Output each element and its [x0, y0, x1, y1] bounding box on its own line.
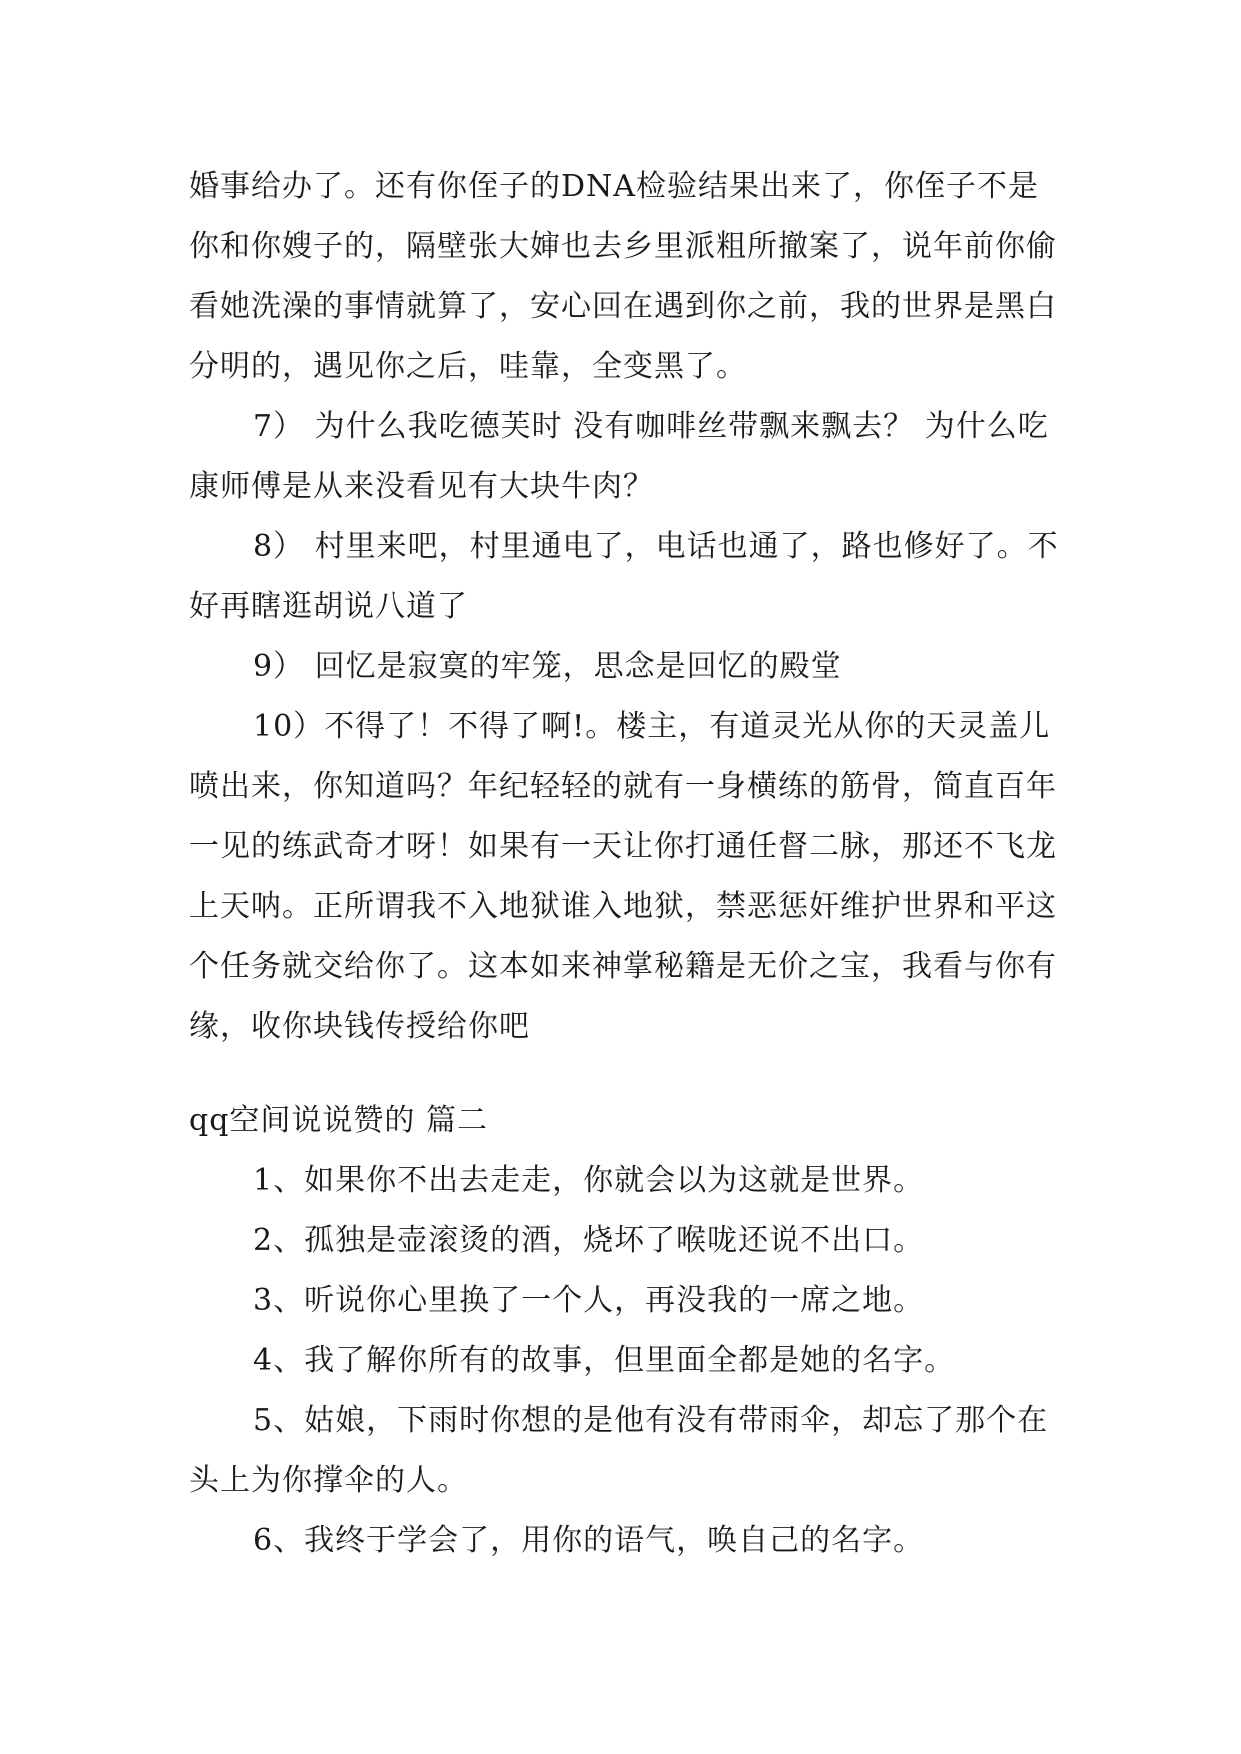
list-item: 4、我了解你所有的故事，但里面全都是她的名字。: [253, 1343, 956, 1378]
list-item: 1、如果你不出去走走，你就会以为这就是世界。: [253, 1163, 925, 1198]
paragraph: 婚事给办了。还有你侄子的DNA检验结果出来了，你侄子不是你和你嫂子的，隔壁张大婶也去乡里派粗所撤案了，说年前你偷看她洗澡的事情就算了，安心回在遇到你之前，我的世界是黑白分明的，遇见你之后，哇靠，全变黑了。: [189, 169, 1057, 384]
list-item: 2、孤独是壶滚烫的酒，烧坏了喉咙还说不出口。: [253, 1223, 925, 1258]
section-heading: qq空间说说赞的 篇二: [189, 1103, 488, 1138]
text-block-part-two: [189, 1151, 1069, 1571]
list-item: 3、听说你心里换了一个人，再没我的一席之地。: [253, 1283, 925, 1318]
paragraph: 9） 回忆是寂寞的牢笼，思念是回忆的殿堂: [253, 649, 842, 684]
list-item: 5、姑娘，下雨时你想的是他有没有带雨伞，却忘了那个在头上为你撑伞的人。: [189, 1403, 1049, 1498]
list-item: 6、我终于学会了，用你的语气，唤自己的名字。: [253, 1523, 925, 1558]
text-block-part-one: [189, 157, 1069, 1057]
paragraph: 10）不得了！不得了啊!。楼主，有道灵光从你的天灵盖儿喷出来，你知道吗？年纪轻轻的就有一身横练的筋骨，简直百年一见的练武奇才呀！如果有一天让你打通任督二脉，那还不飞龙上天呐。正所谓我不入地狱谁入地狱，禁恶惩奸维护世界和平这个任务就交给你了。这本如来神掌秘籍是无价之宝，我看与你有缘，收你块钱传授给你吧: [189, 709, 1057, 1044]
paragraph: 7） 为什么我吃德芙时 没有咖啡丝带飘来飘去？ 为什么吃康师傅是从来没看见有大块牛肉？: [189, 409, 1049, 504]
paragraph: 8） 村里来吧，村里通电了，电话也通了，路也修好了。不好再瞎逛胡说八道了: [189, 529, 1059, 624]
